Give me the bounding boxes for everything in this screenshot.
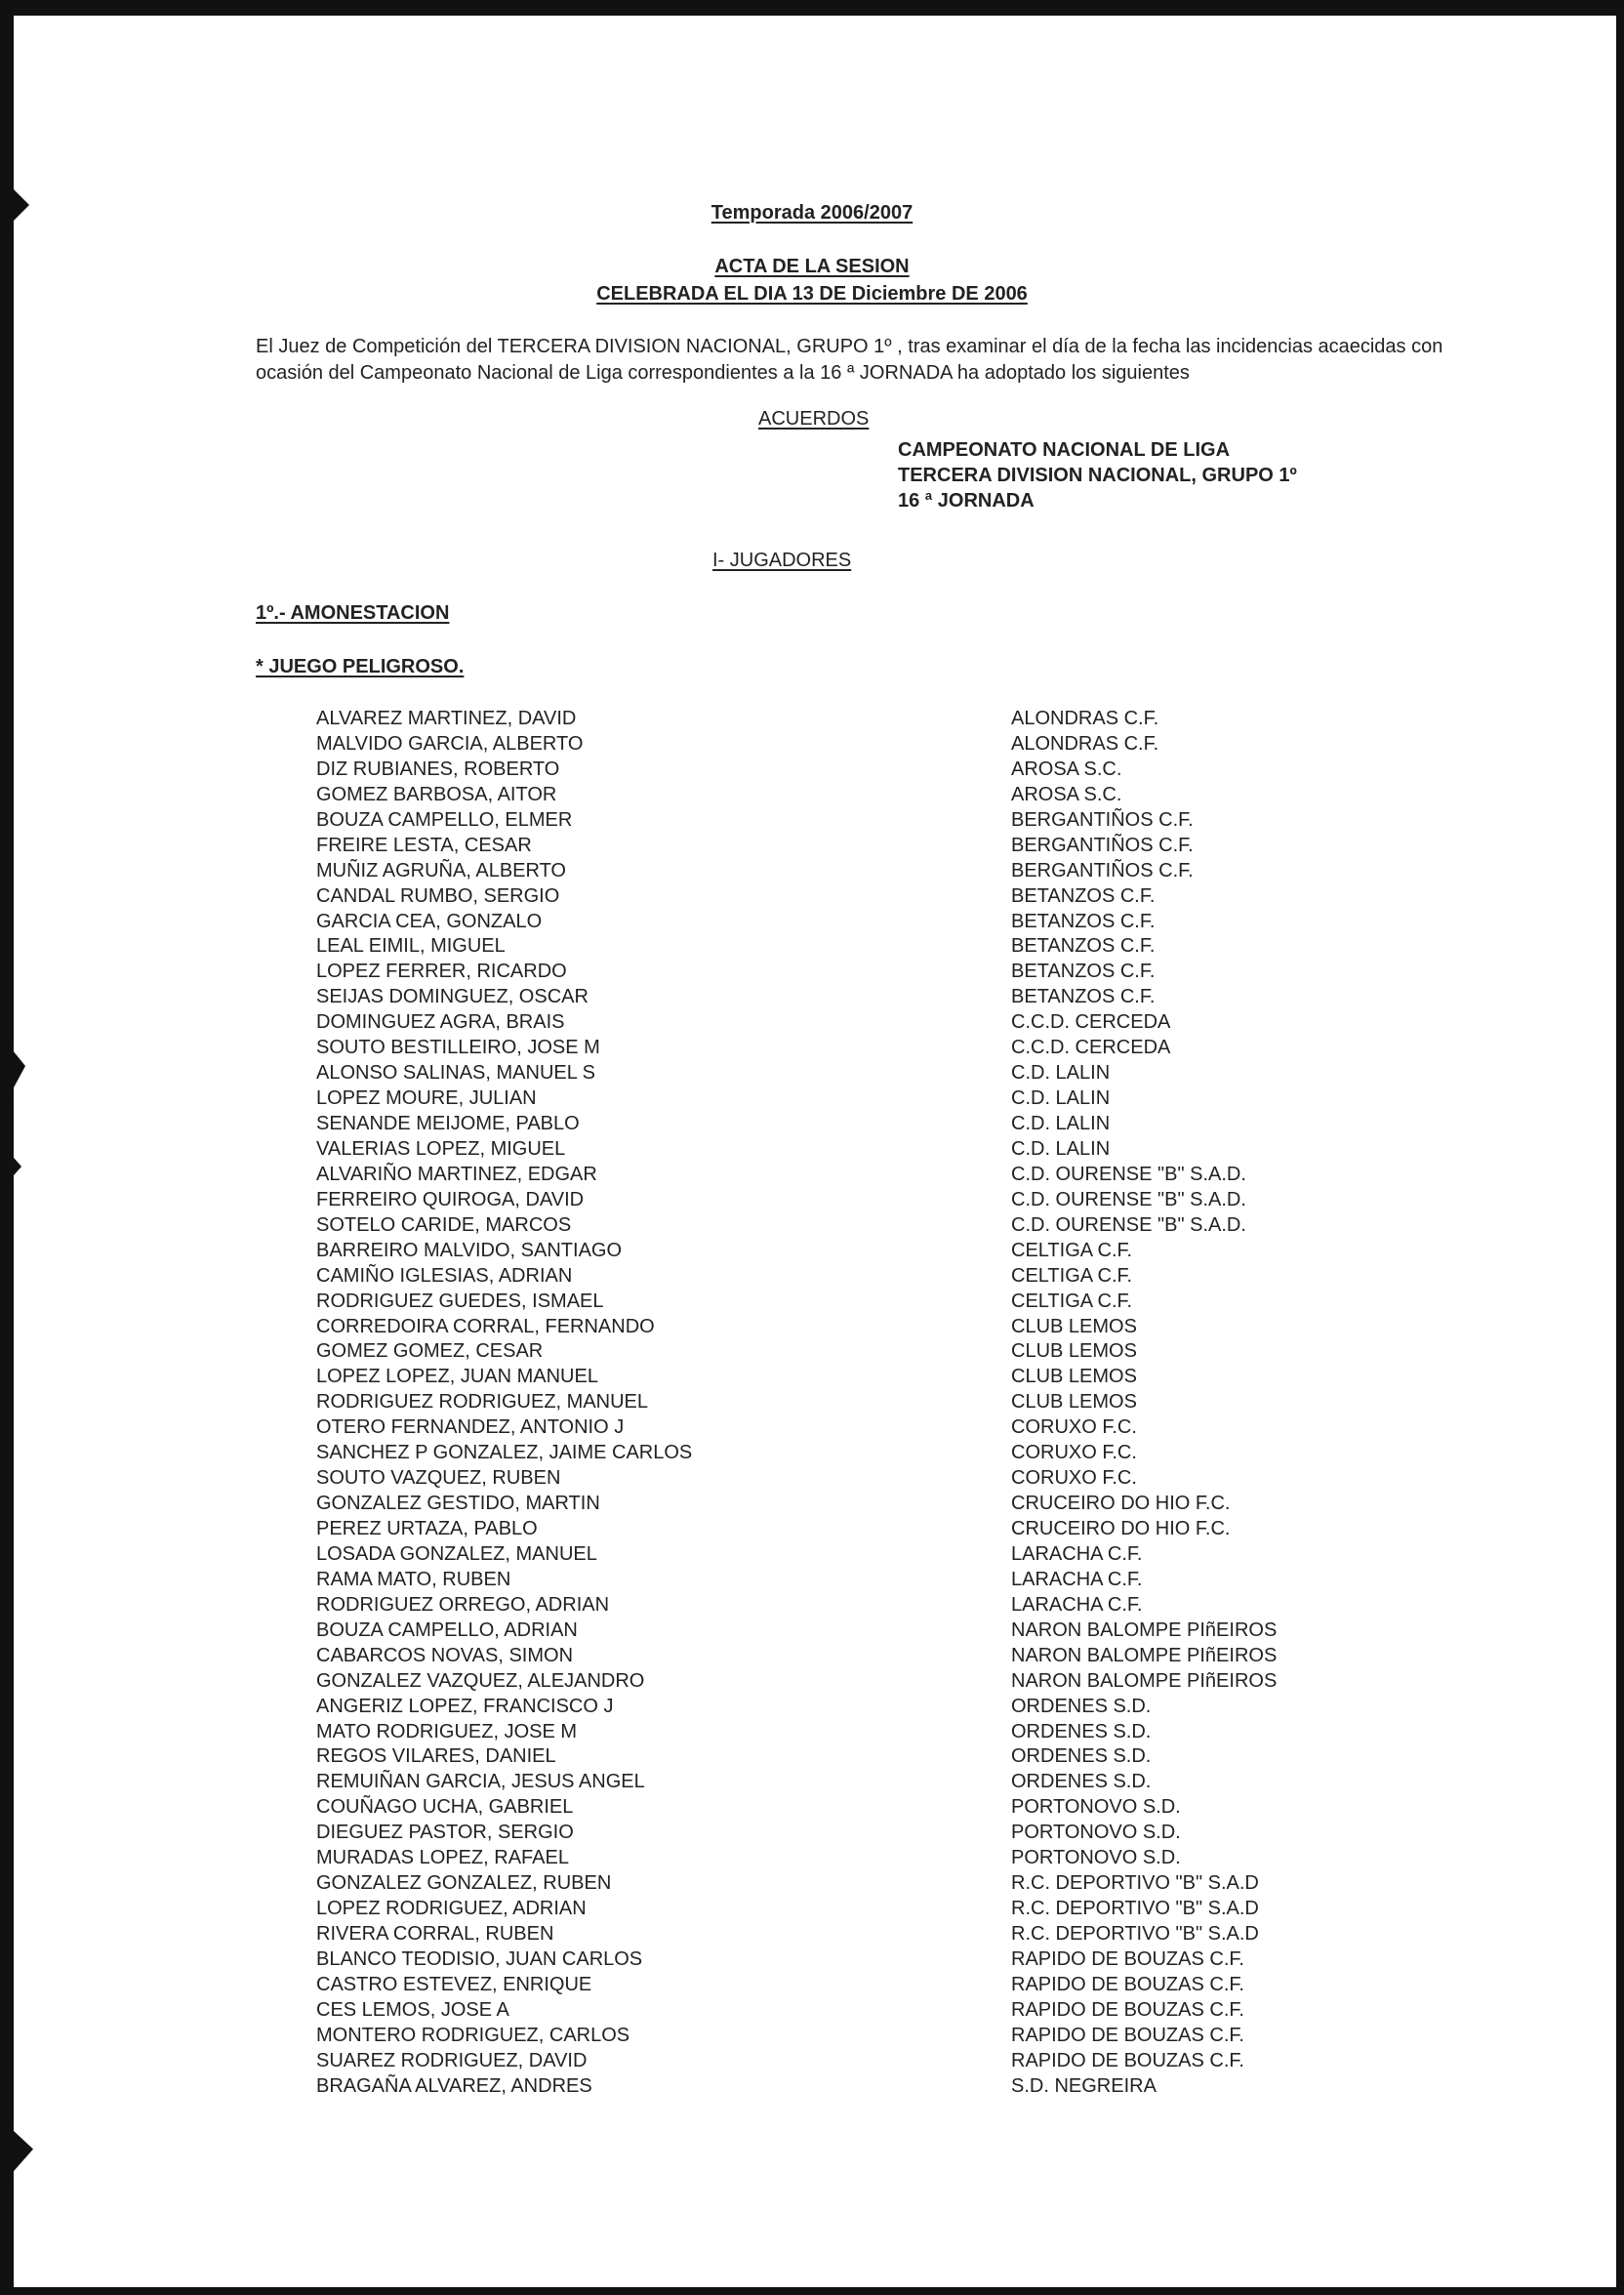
player-name: CABARCOS NOVAS, SIMON [316,1644,574,1666]
player-club: PORTONOVO S.D. [1011,1796,1181,1819]
player-row [316,1264,1390,1290]
player-name: MONTERO RODRIGUEZ, CARLOS [316,2024,630,2046]
player-name: LOPEZ MOURE, JULIAN [316,1087,537,1110]
player-club: C.C.D. CERCEDA [1011,1011,1171,1034]
player-club: BERGANTIÑOS C.F. [1011,834,1194,856]
player-row [316,808,1390,834]
player-name: OTERO FERNANDEZ, ANTONIO J [316,1416,625,1439]
players-list [316,707,1390,2100]
player-row [316,1846,1390,1871]
player-club: RAPIDO DE BOUZAS C.F. [1011,2049,1244,2071]
player-row [316,1315,1390,1340]
acta-date-text: CELEBRADA EL DIA 13 DE Diciembre DE 2006 [596,283,1028,305]
season-heading [0,202,1624,225]
player-club: NARON BALOMPE PIñEIROS [1011,1669,1278,1692]
player-club: C.D. LALIN [1011,1062,1111,1085]
player-row [316,934,1390,960]
player-row [316,1188,1390,1213]
player-row [316,1695,1390,1720]
player-name: SOUTO BESTILLEIRO, JOSE M [316,1037,600,1059]
player-name: CORREDOIRA CORRAL, FERNANDO [316,1315,655,1337]
player-name: BARREIRO MALVIDO, SANTIAGO [316,1239,623,1261]
player-row [316,1669,1390,1695]
player-name: ALVARIÑO MARTINEZ, EDGAR [316,1163,597,1185]
player-row [316,2074,1390,2100]
championship-line-1: CAMPEONATO NACIONAL DE LIGA [898,439,1231,461]
player-club: AROSA S.C. [1011,783,1122,805]
player-row [316,1973,1390,1998]
player-club: BETANZOS C.F. [1011,884,1156,907]
player-club: BETANZOS C.F. [1011,935,1156,958]
player-row [316,707,1390,732]
player-club: C.D. LALIN [1011,1087,1111,1110]
player-club: RAPIDO DE BOUZAS C.F. [1011,2024,1244,2046]
player-row [316,1492,1390,1517]
player-row [316,2024,1390,2049]
player-club: C.D. LALIN [1011,1137,1111,1160]
player-name: LOPEZ RODRIGUEZ, ADRIAN [316,1898,587,1920]
player-row [316,1466,1390,1492]
player-club: CORUXO F.C. [1011,1416,1137,1439]
player-club: CORUXO F.C. [1011,1467,1137,1490]
player-name: GONZALEZ GESTIDO, MARTIN [316,1493,600,1515]
player-row [316,1998,1390,2024]
scan-border-bottom [0,2287,1624,2295]
player-name: CAMIÑO IGLESIAS, ADRIAN [316,1264,573,1287]
player-club: C.D. OURENSE "B" S.A.D. [1011,1213,1246,1236]
player-row [316,1415,1390,1441]
championship-line-2: TERCERA DIVISION NACIONAL, GRUPO 1º [898,465,1297,486]
player-club: PORTONOVO S.D. [1011,1847,1181,1869]
player-name: SOTELO CARIDE, MARCOS [316,1213,572,1236]
player-name: ALVAREZ MARTINEZ, DAVID [316,708,577,729]
player-name: GOMEZ GOMEZ, CESAR [316,1340,544,1363]
player-row [316,1010,1390,1036]
player-club: NARON BALOMPE PIñEIROS [1011,1644,1278,1666]
player-row [316,1593,1390,1619]
player-row [316,1744,1390,1770]
player-row [316,1922,1390,1947]
player-row [316,960,1390,985]
player-row [316,1112,1390,1137]
player-club: RAPIDO DE BOUZAS C.F. [1011,1998,1244,2021]
player-club: CLUB LEMOS [1011,1340,1137,1363]
player-club: C.C.D. CERCEDA [1011,1037,1171,1059]
player-row [316,985,1390,1010]
player-club: ORDENES S.D. [1011,1720,1152,1742]
player-row [316,783,1390,808]
player-name: LOPEZ LOPEZ, JUAN MANUEL [316,1366,598,1388]
subsection-title: 1º.- AMONESTACION [256,602,450,624]
player-club: R.C. DEPORTIVO "B" S.A.D [1011,1923,1259,1945]
player-club: BERGANTIÑOS C.F. [1011,808,1194,831]
player-name: RIVERA CORRAL, RUBEN [316,1923,554,1945]
player-row [316,1720,1390,1745]
player-club: C.D. LALIN [1011,1113,1111,1134]
player-name: SENANDE MEIJOME, PABLO [316,1113,580,1134]
player-row [316,2049,1390,2074]
player-row [316,1390,1390,1415]
player-row [316,1795,1390,1821]
player-club: ORDENES S.D. [1011,1695,1152,1717]
player-row [316,1821,1390,1846]
player-club: BETANZOS C.F. [1011,910,1156,932]
section-title: I- JUGADORES [712,550,852,571]
player-club: R.C. DEPORTIVO "B" S.A.D [1011,1898,1259,1920]
player-row [316,1061,1390,1086]
player-name: GONZALEZ GONZALEZ, RUBEN [316,1872,612,1895]
player-row [316,1239,1390,1264]
player-row [316,1947,1390,1973]
player-club: CORUXO F.C. [1011,1442,1137,1464]
player-row [316,1770,1390,1795]
player-name: SANCHEZ P GONZALEZ, JAIME CARLOS [316,1442,693,1464]
player-name: GONZALEZ VAZQUEZ, ALEJANDRO [316,1669,645,1692]
player-name: LEAL EIMIL, MIGUEL [316,935,506,958]
player-club: CELTIGA C.F. [1011,1264,1133,1287]
player-name: PEREZ URTAZA, PABLO [316,1518,538,1539]
player-row [316,834,1390,859]
player-club: BERGANTIÑOS C.F. [1011,859,1194,881]
player-name: DIEGUEZ PASTOR, SERGIO [316,1822,574,1844]
player-row [316,859,1390,884]
player-name: MURADAS LOPEZ, RAFAEL [316,1847,569,1869]
player-name: BRAGAÑA ALVAREZ, ANDRES [316,2074,592,2097]
player-club: CLUB LEMOS [1011,1366,1137,1388]
player-name: VALERIAS LOPEZ, MIGUEL [316,1137,566,1160]
player-club: NARON BALOMPE PIñEIROS [1011,1619,1278,1641]
player-name: RODRIGUEZ GUEDES, ISMAEL [316,1290,604,1312]
player-row [316,758,1390,783]
player-row [316,1036,1390,1061]
player-name: BLANCO TEODISIO, JUAN CARLOS [316,1947,643,1970]
player-row [316,1871,1390,1897]
player-name: REGOS VILARES, DANIEL [316,1745,556,1768]
player-club: CELTIGA C.F. [1011,1290,1133,1312]
player-club: CLUB LEMOS [1011,1391,1137,1414]
player-name: MUÑIZ AGRUÑA, ALBERTO [316,859,566,881]
player-club: RAPIDO DE BOUZAS C.F. [1011,1947,1244,1970]
player-row [316,1137,1390,1163]
player-name: LOSADA GONZALEZ, MANUEL [316,1542,597,1565]
scan-border-right [1616,0,1624,2295]
player-name: BOUZA CAMPELLO, ADRIAN [316,1619,578,1641]
player-row [316,732,1390,758]
player-row [316,1897,1390,1922]
player-row [316,1568,1390,1593]
player-club: RAPIDO DE BOUZAS C.F. [1011,1973,1244,1995]
intro-paragraph: El Juez de Competición del TERCERA DIVISION NACIONAL, GRUPO 1º , tras examinar el día de la fecha las incidencias acaecidas con ocasión del Campeonato Nacional de Liga correspondientes a la 16 ª JORNADA ha adoptado los siguientes [256,336,1443,384]
player-club: C.D. OURENSE "B" S.A.D. [1011,1188,1246,1210]
player-name: DOMINGUEZ AGRA, BRAIS [316,1011,565,1034]
player-row [316,1086,1390,1112]
player-row [316,1163,1390,1188]
player-name: REMUIÑAN GARCIA, JESUS ANGEL [316,1771,645,1793]
player-name: BOUZA CAMPELLO, ELMER [316,808,573,831]
player-club: BETANZOS C.F. [1011,961,1156,983]
player-name: GOMEZ BARBOSA, AITOR [316,783,557,805]
player-row [316,1644,1390,1669]
player-club: CRUCEIRO DO HIO F.C. [1011,1518,1231,1539]
player-club: ALONDRAS C.F. [1011,708,1159,729]
player-name: MALVIDO GARCIA, ALBERTO [316,732,584,755]
category-title: * JUEGO PELIGROSO. [256,656,465,677]
player-name: GARCIA CEA, GONZALO [316,910,543,932]
torn-edge [0,2118,33,2187]
player-name: FREIRE LESTA, CESAR [316,834,532,856]
player-club: LARACHA C.F. [1011,1542,1143,1565]
player-name: SOUTO VAZQUEZ, RUBEN [316,1467,561,1490]
scan-border-top [0,0,1624,16]
player-row [316,1542,1390,1568]
player-club: BETANZOS C.F. [1011,986,1156,1008]
player-club: CRUCEIRO DO HIO F.C. [1011,1493,1231,1515]
player-row [316,1365,1390,1390]
player-name: ALONSO SALINAS, MANUEL S [316,1062,596,1085]
player-name: FERREIRO QUIROGA, DAVID [316,1188,585,1210]
player-name: RODRIGUEZ RODRIGUEZ, MANUEL [316,1391,649,1414]
player-name: CES LEMOS, JOSE A [316,1998,509,2021]
player-row [316,1517,1390,1542]
player-name: LOPEZ FERRER, RICARDO [316,961,567,983]
player-name: CANDAL RUMBO, SERGIO [316,884,560,907]
player-name: SUAREZ RODRIGUEZ, DAVID [316,2049,588,2071]
player-club: AROSA S.C. [1011,758,1122,780]
player-club: ORDENES S.D. [1011,1745,1152,1768]
player-club: LARACHA C.F. [1011,1568,1143,1590]
player-row [316,1213,1390,1239]
player-name: ANGERIZ LOPEZ, FRANCISCO J [316,1695,614,1717]
player-club: S.D. NEGREIRA [1011,2074,1157,2097]
acta-title-text: ACTA DE LA SESION [714,256,910,277]
player-club: CELTIGA C.F. [1011,1239,1133,1261]
player-row [316,910,1390,935]
player-club: PORTONOVO S.D. [1011,1822,1181,1844]
player-row [316,1290,1390,1315]
player-name: COUÑAGO UCHA, GABRIEL [316,1796,574,1819]
player-club: CLUB LEMOS [1011,1315,1137,1337]
player-name: SEIJAS DOMINGUEZ, OSCAR [316,986,589,1008]
player-row [316,1441,1390,1466]
player-name: DIZ RUBIANES, ROBERTO [316,758,560,780]
season-text: Temporada 2006/2007 [710,202,914,224]
player-row [316,1339,1390,1365]
player-row [316,1619,1390,1644]
player-row [316,884,1390,910]
championship-block [898,437,1297,513]
championship-line-3: 16 ª JORNADA [898,490,1035,512]
acuerdos-label: ACUERDOS [758,408,870,430]
player-name: CASTRO ESTEVEZ, ENRIQUE [316,1973,592,1995]
player-club: LARACHA C.F. [1011,1593,1143,1616]
player-name: RODRIGUEZ ORREGO, ADRIAN [316,1593,610,1616]
player-club: R.C. DEPORTIVO "B" S.A.D [1011,1872,1259,1895]
player-club: C.D. OURENSE "B" S.A.D. [1011,1163,1246,1185]
player-name: RAMA MATO, RUBEN [316,1568,511,1590]
acta-date [0,283,1624,306]
player-club: ALONDRAS C.F. [1011,732,1159,755]
acta-title [0,256,1624,278]
player-name: MATO RODRIGUEZ, JOSE M [316,1720,578,1742]
player-club: ORDENES S.D. [1011,1771,1152,1793]
